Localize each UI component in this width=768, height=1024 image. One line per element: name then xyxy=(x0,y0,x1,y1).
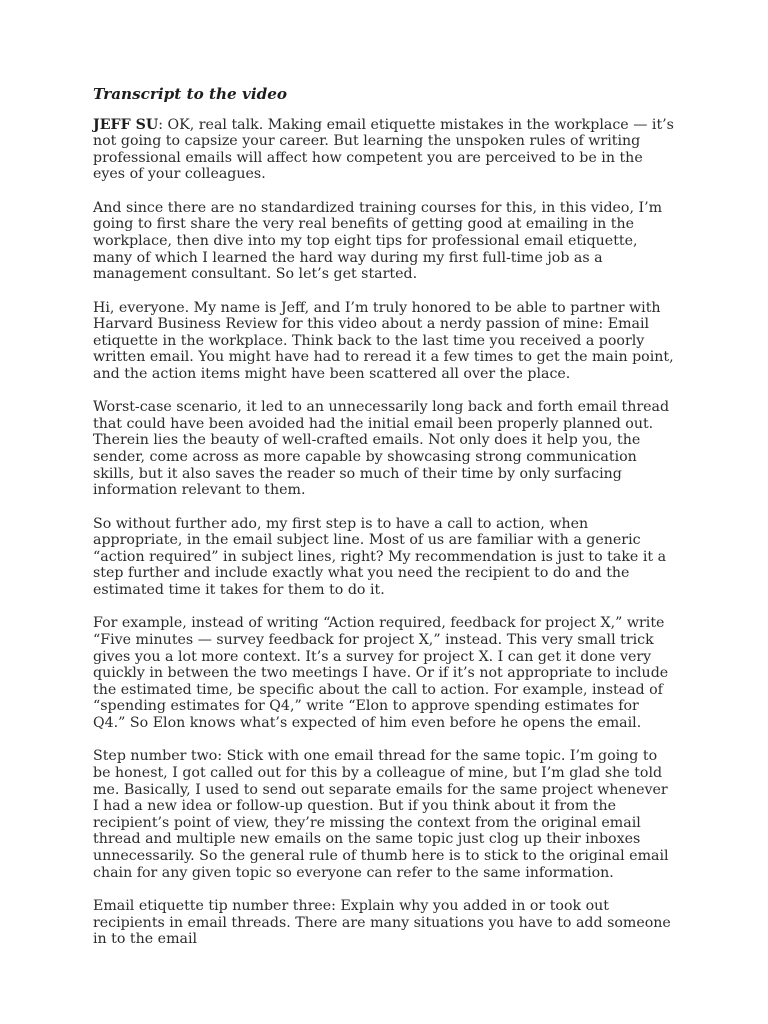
paragraph-8: Email etiquette tip number three: Explain why you added in or took out recipients in email threads. There are many situations you have to add someone in to the email xyxy=(93,897,671,948)
paragraph-1 xyxy=(93,117,675,183)
speaker-name: JEFF SU xyxy=(93,116,159,133)
transcript-body xyxy=(93,86,675,948)
paragraph-5: So without further ado, my first step is to have a call to action, when appropriate, in the email subject line. Most of us are familiar with a generic “action required” in subject lines, right? My recommendation is just to take it a step further and include exactly what you need the recipient to do and the estimated time it takes for them to do it. xyxy=(93,515,667,599)
paragraph-7: Step number two: Stick with one email thread for the same topic. I’m going to be honest, I got called out for this by a colleague of mine, but I’m glad she told me. Basically, I used to send out separate emails for the same project whenever I had a new idea or follow-up question. But if you think about it from the recipient’s point of view, they’re missing the context from the original email thread and multiple new emails on the same topic just clog up their inboxes unnecessarily. So the general rule of thumb here is to stick to the original email chain for any given topic so everyone can refer to the same information. xyxy=(93,748,669,881)
paragraph-2: And since there are no standardized training courses for this, in this video, I’m going to first share the very real benefits of getting good at emailing in the workplace, then dive into my top eight tips for professional email etiquette, many of which I learned the hard way during my first full-time job as a management consultant. So let’s get started. xyxy=(93,199,663,283)
paragraph-6: For example, instead of writing “Action required, feedback for project X,” write “Five minutes — survey feedback for project X,” instead. This very small trick gives you a lot more context. It’s a survey for project X. I can get it done very quickly in between the two meetings I have. Or if it’s not appropriate to include the estimated time, be specific about the call to action. For example, instead of “spending estimates for Q4,” write “Elon to approve spending estimates for Q4.” So Elon knows what’s expected of him even before he opens the email. xyxy=(93,615,669,731)
paragraph-3: Hi, everyone. My name is Jeff, and I’m truly honored to be able to partner with Harvard Business Review for this video about a nerdy passion of mine: Email etiquette in the workplace. Think back to the last time you received a poorly written email. You might have had to reread it a few times to get the main point, and the action items might have been scattered all over the place. xyxy=(93,299,674,382)
transcript-title: Transcript to the video xyxy=(93,85,288,103)
paragraph-1-text: : OK, real talk. Making email etiquette mistakes in the workplace — it’s not going to capsize your career. But learning the unspoken rules of writing professional emails will affect how competent you are perceived to be in the eyes of your colleagues. xyxy=(93,116,674,183)
paragraph-4: Worst-case scenario, it led to an unnecessarily long back and forth email thread that could have been avoided had the initial email been properly planned out. Therein lies the beauty of well-crafted emails. Not only does it help you, the sender, come across as more capable by showcasing strong communication skills, but it also saves the reader so much of their time by only surfacing information relevant to them. xyxy=(93,399,670,499)
